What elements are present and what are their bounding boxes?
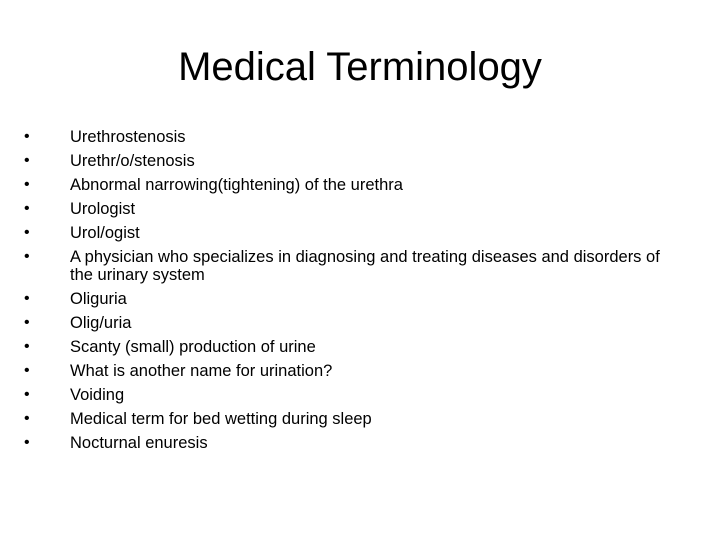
list-item xyxy=(24,362,674,380)
bullet-text: Oliguria xyxy=(70,290,127,308)
bullet-list xyxy=(24,128,674,458)
list-item xyxy=(24,434,674,452)
bullet-text: Medical term for bed wetting during sleep xyxy=(70,410,372,428)
bullet-text: Scanty (small) production of urine xyxy=(70,338,316,356)
bullet-text: Urethr/o/stenosis xyxy=(70,152,195,170)
list-item xyxy=(24,314,674,332)
bullet-icon: • xyxy=(24,434,30,451)
bullet-text: A physician who specializes in diagnosing and treating diseases and disorders of the urinary system xyxy=(70,248,660,284)
bullet-icon: • xyxy=(24,338,30,355)
list-item xyxy=(24,224,674,242)
bullet-icon: • xyxy=(24,224,30,241)
list-item xyxy=(24,200,674,218)
list-item xyxy=(24,410,674,428)
bullet-icon: • xyxy=(24,314,30,331)
list-item xyxy=(24,386,674,404)
bullet-icon: • xyxy=(24,128,30,145)
bullet-icon: • xyxy=(24,200,30,217)
bullet-icon: • xyxy=(24,176,30,193)
list-item xyxy=(24,152,674,170)
bullet-icon: • xyxy=(24,290,30,307)
list-item xyxy=(24,128,674,146)
bullet-text: Olig/uria xyxy=(70,314,132,332)
slide-title: Medical Terminology xyxy=(178,45,542,89)
list-item xyxy=(24,176,674,194)
bullet-icon: • xyxy=(24,152,30,169)
bullet-text: Voiding xyxy=(70,386,125,404)
bullet-icon: • xyxy=(24,362,30,379)
list-item xyxy=(24,338,674,356)
bullet-icon: • xyxy=(24,386,30,403)
bullet-text: Urethrostenosis xyxy=(70,128,186,146)
bullet-icon: • xyxy=(24,410,30,427)
bullet-icon: • xyxy=(24,248,30,265)
bullet-text: Nocturnal enuresis xyxy=(70,434,208,452)
bullet-text: Abnormal narrowing(tightening) of the urethra xyxy=(70,176,403,194)
bullet-text: What is another name for urination? xyxy=(70,362,333,380)
list-item xyxy=(24,290,674,308)
list-item xyxy=(24,248,674,284)
bullet-text: Urol/ogist xyxy=(70,224,140,242)
bullet-text: Urologist xyxy=(70,200,136,218)
